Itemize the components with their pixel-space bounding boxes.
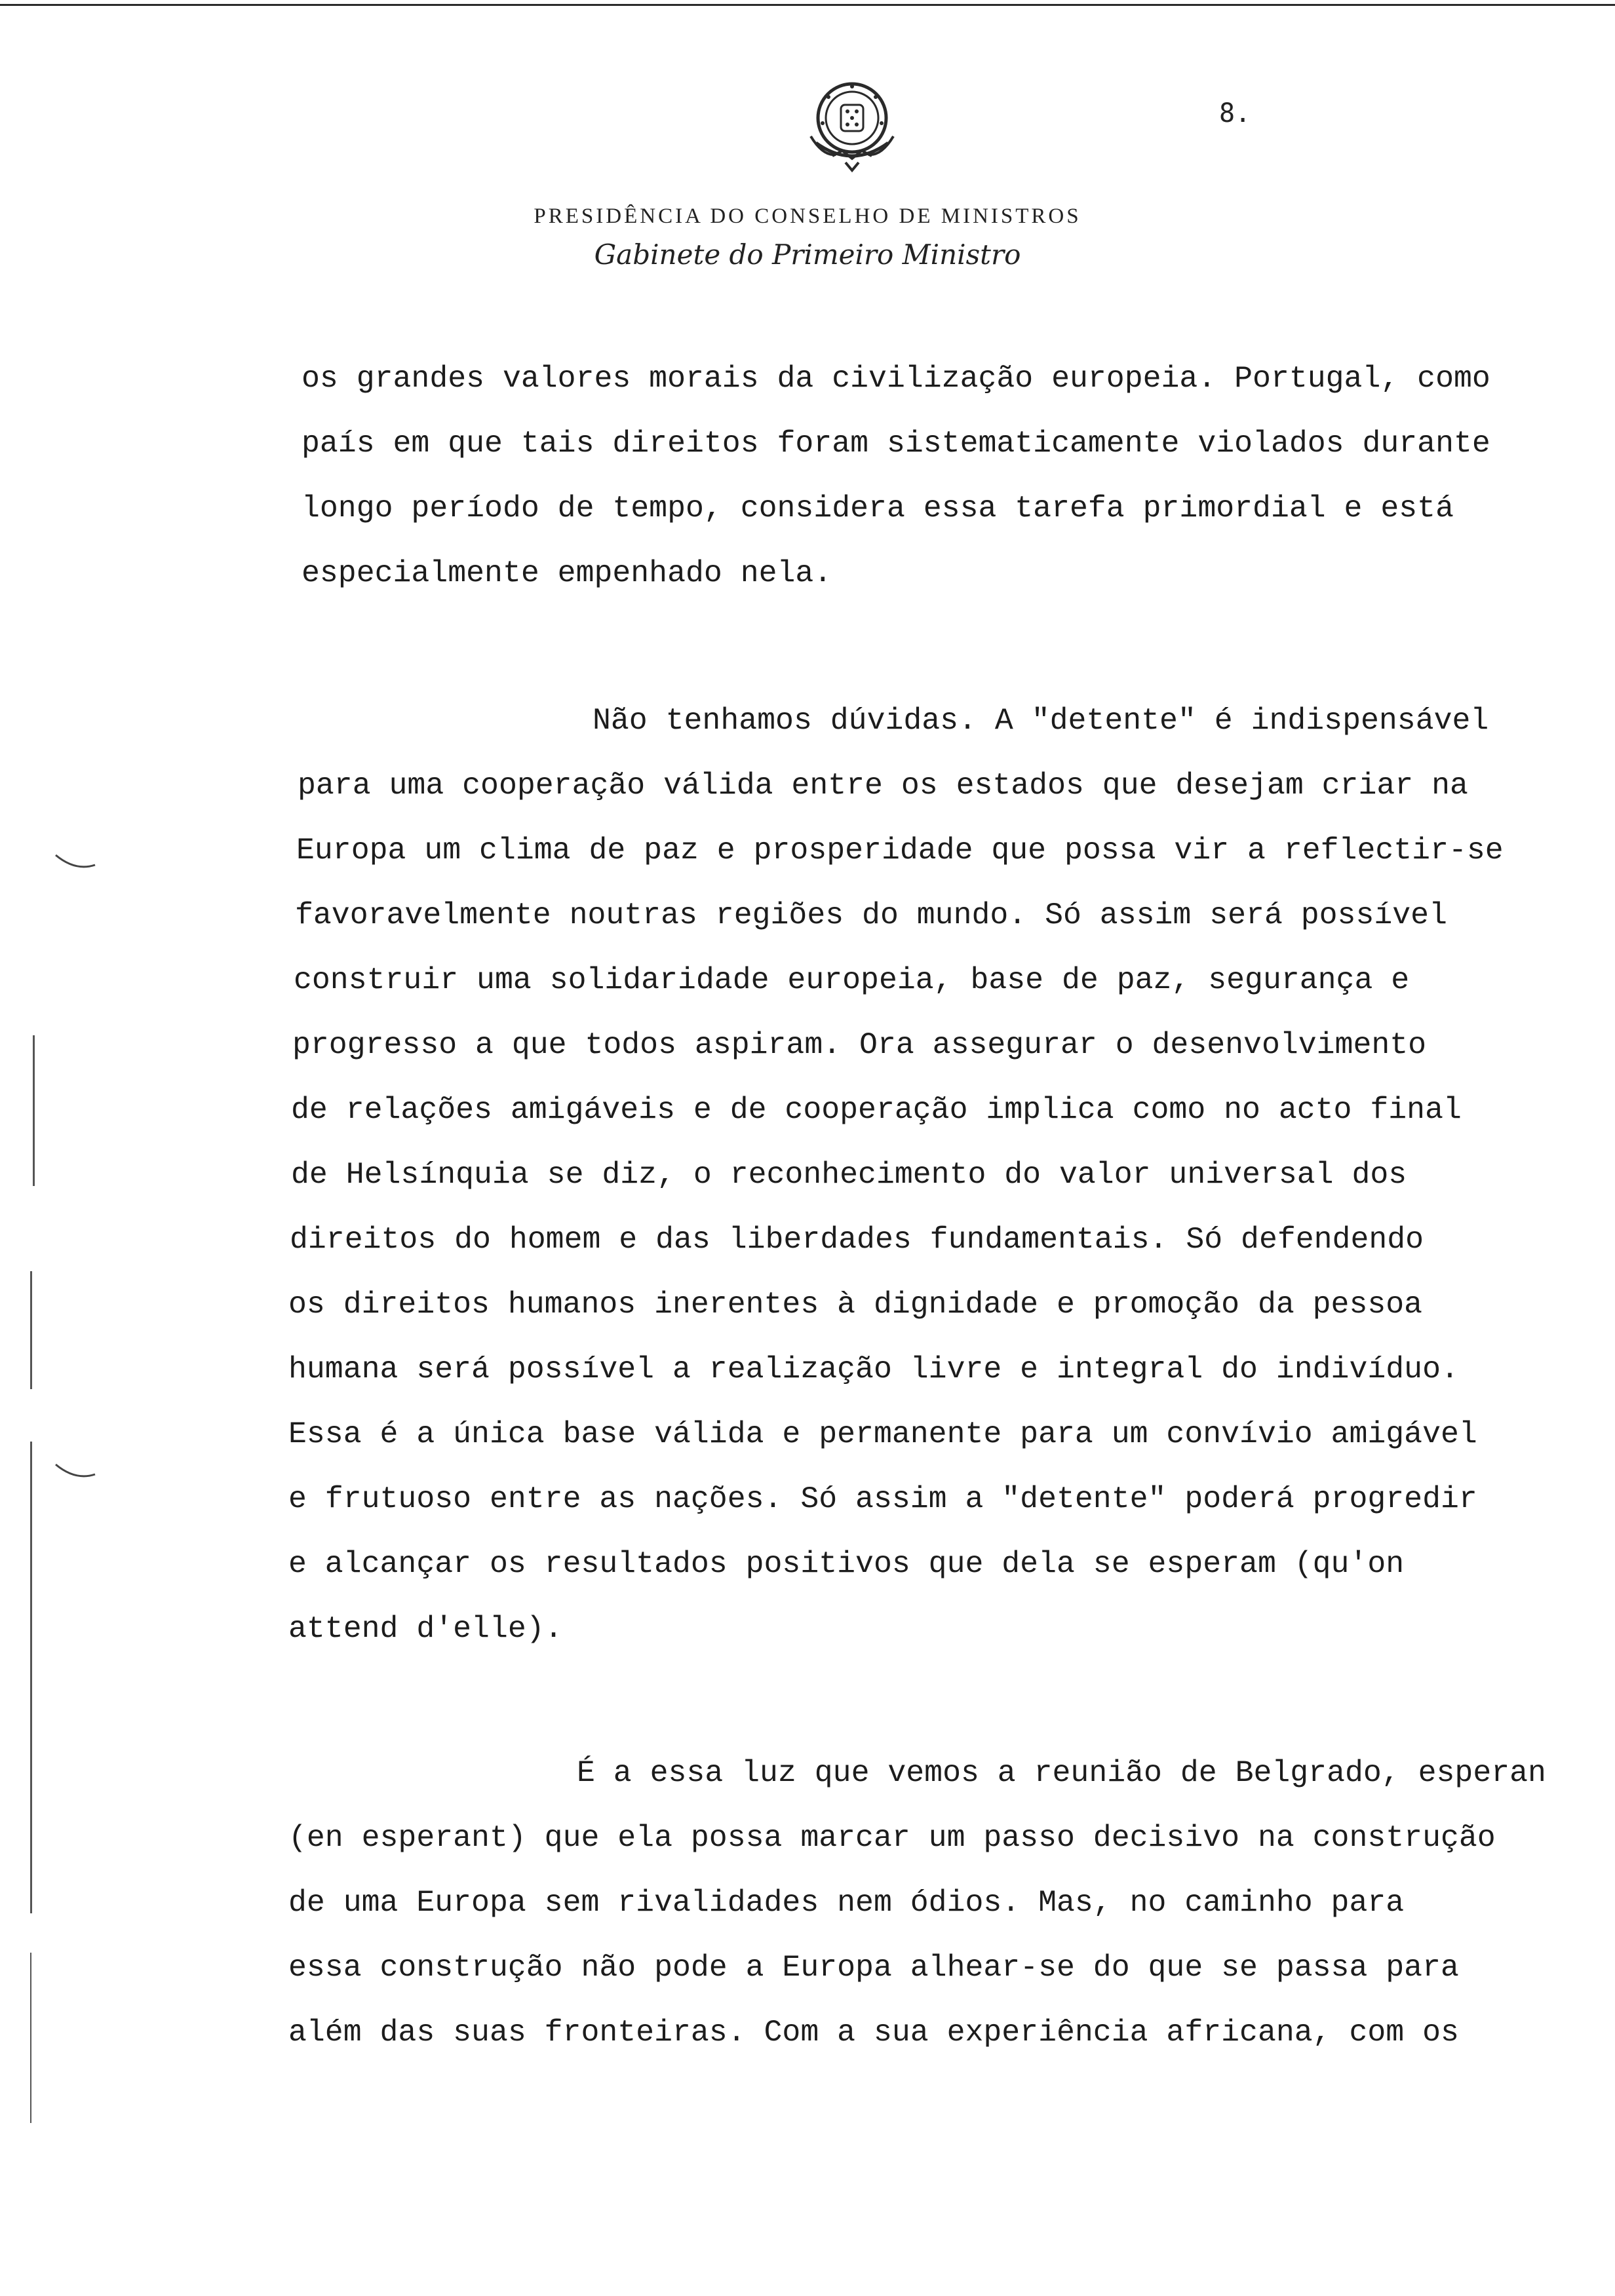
text-line: longo período de tempo, considera essa tarefa primordial e está: [302, 491, 1454, 526]
margin-bracket-mark: [52, 1461, 98, 1487]
text-line: os direitos humanos inerentes à dignidade e promoção da pessoa: [288, 1287, 1423, 1322]
margin-mark: [33, 1035, 35, 1186]
text-line: essa construção não pode a Europa alhear-se do que se passa para: [288, 1950, 1459, 1985]
text-line: direitos do homem e das liberdades fundamentais. Só defendendo: [290, 1222, 1424, 1257]
text-line: attend d'elle).: [288, 1611, 563, 1646]
top-edge-rule: [0, 4, 1615, 6]
margin-mark: [30, 1271, 32, 1389]
text-line: e frutuoso entre as nações. Só assim a "detente" poderá progredir: [288, 1482, 1477, 1516]
text-line: (en esperant) que ela possa marcar um passo decisivo na construção: [288, 1820, 1496, 1855]
text-line: e alcançar os resultados positivos que dela se esperam (qu'on: [288, 1546, 1405, 1581]
margin-bracket-mark: [52, 852, 98, 878]
text-line: construir uma solidaridade europeia, base de paz, segurança e: [294, 963, 1410, 997]
text-line: humana será possível a realização livre e integral do indivíduo.: [288, 1352, 1459, 1387]
text-line: além das suas fronteiras. Com a sua experiência africana, com os: [288, 2015, 1459, 2050]
page-number: 8.: [1219, 98, 1251, 128]
margin-mark: [30, 1442, 32, 1913]
letterhead-department: Gabinete do Primeiro Ministro: [594, 239, 1021, 271]
text-line: progresso a que todos aspiram. Ora assegurar o desenvolvimento: [292, 1027, 1427, 1062]
paragraph-2: [288, 688, 1593, 1661]
paragraph-3: [288, 1740, 1593, 2065]
national-seal-emblem: [796, 71, 908, 182]
text-line: Europa um clima de paz e prosperidade que possa vir a reflectir-se: [296, 833, 1504, 868]
margin-mark: [30, 1953, 31, 2123]
text-line: Não tenhamos dúvidas. A "detente" é indispensável: [593, 703, 1489, 738]
text-line: Essa é a única base válida e permanente para um convívio amigável: [288, 1417, 1477, 1451]
text-line: os grandes valores morais da civilização europeia. Portugal, como: [302, 361, 1490, 396]
text-line: de uma Europa sem rivalidades nem ódios. Mas, no caminho para: [288, 1885, 1405, 1920]
letterhead-office: PRESIDÊNCIA DO CONSELHO DE MINISTROS: [534, 204, 1081, 228]
text-line: especialmente empenhado nela.: [302, 556, 832, 590]
text-line: de relações amigáveis e de cooperação implica como no acto final: [291, 1092, 1462, 1127]
text-line: favoravelmente noutras regiões do mundo. Só assim será possível: [295, 898, 1447, 932]
text-line: de Helsínquia se diz, o reconhecimento do valor universal dos: [291, 1157, 1407, 1192]
text-line: É a essa luz que vemos a reunião de Belgrado, esperan: [577, 1755, 1546, 1790]
text-line: para uma cooperação válida entre os estados que desejam criar na: [298, 768, 1468, 803]
paragraph-1: [288, 346, 1593, 605]
text-line: país em que tais direitos foram sistematicamente violados durante: [302, 426, 1490, 461]
